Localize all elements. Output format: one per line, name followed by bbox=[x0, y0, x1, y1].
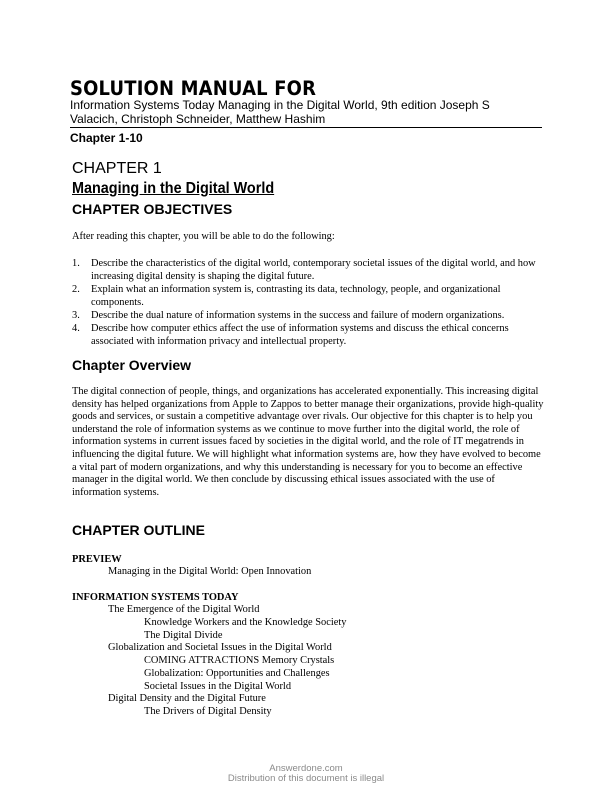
list-item-number: 3. bbox=[72, 310, 80, 321]
outline-item: Managing in the Digital World: Open Innovation bbox=[108, 566, 312, 577]
outline-preview-label: PREVIEW bbox=[72, 554, 122, 565]
chapter-title: Managing in the Digital World bbox=[72, 180, 275, 197]
list-item bbox=[72, 309, 550, 322]
overview-paragraph: The digital connection of people, things, and organizations has accelerated exponentially. This increasing digital density has helped organizations from Apple to Zappos to better manage their organizations, provide high-quality goods and services, or sustain a competitive advantage over rivals. Our objective for this chapter is to help you understand the role of information systems as we continue to move further into the digital world, the role of information systems in current issues faced by societies in the digital world, and the role of IT megatrends in influencing the digital future. We will highlight what information systems are, how they have evolved to become a vital part of modern organizations, and why this understanding is necessary for you to become an effective manager in the digital world. We then conclude by discussing ethical issues associated with the use of information systems. bbox=[72, 386, 544, 498]
outline-item: The Digital Divide bbox=[144, 630, 223, 641]
list-item-number: 4. bbox=[72, 323, 80, 334]
list-item bbox=[72, 257, 550, 283]
list-item-text: Describe the characteristics of the digital world, contemporary societal issues of the digital world, and how increasing digital density is shaping the digital future. bbox=[91, 258, 536, 282]
chapter-number: CHAPTER 1 bbox=[72, 160, 162, 177]
outline-item: Digital Density and the Digital Future bbox=[108, 693, 266, 704]
overview-heading: Chapter Overview bbox=[72, 357, 192, 373]
outline-heading: CHAPTER OUTLINE bbox=[72, 522, 205, 538]
list-item-text: Describe how computer ethics affect the use of information systems and discuss the ethical concerns associated with information privacy and intellectual property. bbox=[91, 323, 509, 347]
list-item-number: 2. bbox=[72, 284, 80, 295]
outline-section-label: INFORMATION SYSTEMS TODAY bbox=[72, 592, 239, 603]
outline-item: COMING ATTRACTIONS Memory Crystals bbox=[144, 655, 335, 666]
list-item bbox=[72, 322, 550, 348]
footer-site: Answerdone.com bbox=[269, 763, 343, 774]
outline-item: Societal Issues in the Digital World bbox=[144, 681, 292, 692]
list-item-number: 1. bbox=[72, 258, 80, 269]
chapter-range: Chapter 1-10 bbox=[70, 131, 143, 145]
list-item-text: Explain what an information system is, contrasting its data, technology, people, and organizational components. bbox=[91, 284, 501, 308]
list-item-text: Describe the dual nature of information systems in the success and failure of modern organizations. bbox=[91, 310, 505, 321]
outline-item: Globalization and Societal Issues in the Digital World bbox=[108, 642, 332, 653]
header-divider bbox=[70, 127, 542, 128]
objectives-heading: CHAPTER OBJECTIVES bbox=[72, 201, 233, 217]
list-item bbox=[72, 283, 550, 309]
footer-note: Distribution of this document is illegal bbox=[227, 773, 385, 784]
document-title: SOLUTION MANUAL FOR bbox=[70, 77, 317, 100]
outline-item: Globalization: Opportunities and Challenges bbox=[144, 668, 330, 679]
outline-item: The Emergence of the Digital World bbox=[108, 604, 260, 615]
outline-item: Knowledge Workers and the Knowledge Society bbox=[144, 617, 347, 628]
objectives-list bbox=[72, 257, 550, 348]
objectives-intro: After reading this chapter, you will be able to do the following: bbox=[72, 231, 335, 242]
outline-item: The Drivers of Digital Density bbox=[144, 706, 272, 717]
book-citation: Information Systems Today Managing in the Digital World, 9th edition Joseph S Valacich, Christoph Schneider, Matthew Hashim bbox=[70, 98, 490, 126]
